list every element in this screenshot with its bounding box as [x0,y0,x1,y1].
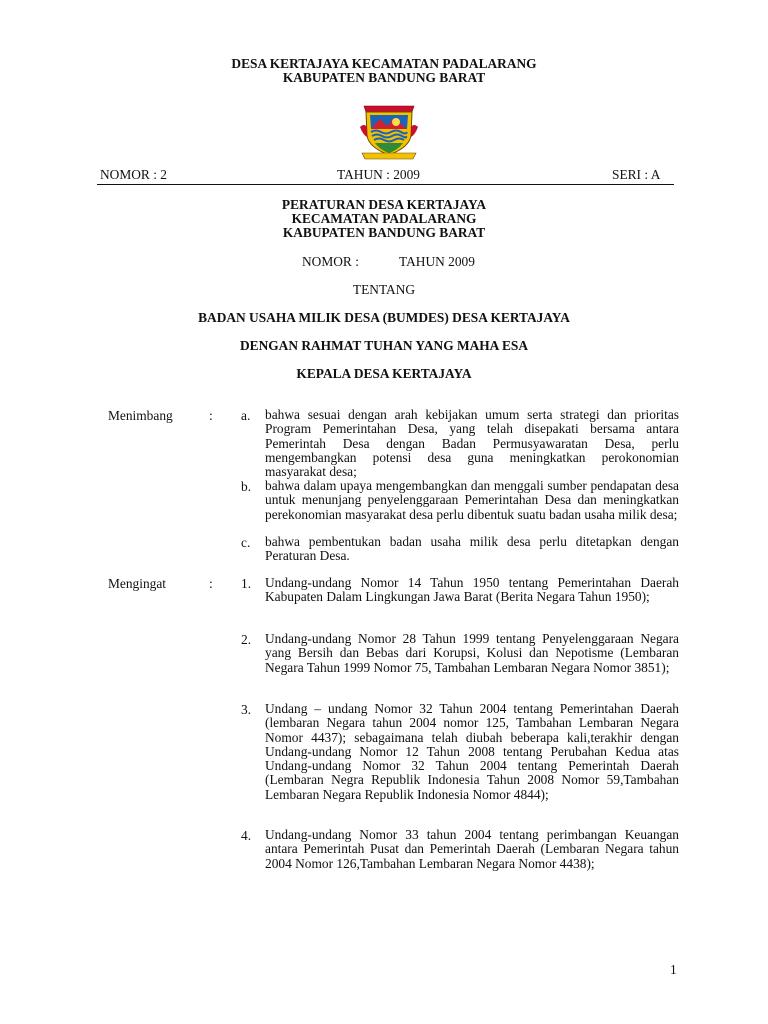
numbering-line [97,167,674,185]
mengingat-label: Mengingat [108,576,167,591]
title-line-1: PERATURAN DESA KERTAJAYA [281,197,487,212]
menimbang-mark-a: a. [241,408,251,423]
title-nomor: NOMOR : [302,254,359,269]
title-tahun: TAHUN 2009 [399,254,475,269]
header-line-2: KABUPATEN BANDUNG BARAT [282,70,486,85]
seri-label: SERI : A [612,167,661,182]
kabupaten-bandung-barat-emblem-icon [356,97,422,163]
mengingat-item-1: Undang-undang Nomor 14 Tahun 1950 tentang Pemerintahan Daerah Kabupaten Dalam Lingkungan Jawa Barat (Berita Negara Tahun 1950); [265,575,679,605]
menimbang-label: Menimbang [108,408,173,423]
menimbang-colon: : [209,408,213,423]
mengingat-mark-3: 3. [241,702,252,717]
tahun-label: TAHUN : 2009 [337,167,420,182]
header-line-1: DESA KERTAJAYA KECAMATAN PADALARANG [231,56,537,71]
mengingat-item-2: Undang-undang Nomor 28 Tahun 1999 tentang Penyelenggaraan Negara yang Bersih dan Bebas dari Korupsi, Kolusi dan Nepotisme (Lembaran Negara Tahun 1999 Nomor 75, Tambahan Lembaran Negara Nomor 3851); [265,631,679,675]
tentang-label: TENTANG [352,282,416,297]
menimbang-item-b: bahwa dalam upaya mengembangkan dan menggali sumber pendapatan desa untuk menunjang penyelenggaraan Pemerintahan Desa dan meningkatkan perekonomian masyarakat desa perlu dibentuk suatu badan usaha milik desa; [265,478,679,522]
title-line-3: KABUPATEN BANDUNG BARAT [282,225,486,240]
subject-title: BADAN USAHA MILIK DESA (BUMDES) DESA KERTAJAYA [198,310,570,325]
mengingat-colon: : [209,576,213,591]
mengingat-mark-1: 1. [241,576,252,591]
menimbang-item-a: bahwa sesuai dengan arah kebijakan umum serta strategi dan prioritas Program Pemerintahan Desa, yang telah disepakati bersama antara Pemerintah Desa dengan Badan Permusyawaratan Desa, perlu mengembangkan potensi desa guna meningkatkan perokonomian masyarakat desa; [265,407,679,480]
kepala-desa-line: KEPALA DESA KERTAJAYA [296,366,472,381]
menimbang-mark-c: c. [241,535,251,550]
mengingat-mark-2: 2. [241,632,252,647]
mengingat-mark-4: 4. [241,828,252,843]
title-line-2: KECAMATAN PADALARANG [291,211,477,226]
rahmat-line: DENGAN RAHMAT TUHAN YANG MAHA ESA [239,338,529,353]
mengingat-item-3: Undang – undang Nomor 32 Tahun 2004 tentang Pemerintahan Daerah (lembaran Negara tahun 2004 nomor 125, Tambahan Lembaran Negara Nomor 4437); sebagaimana telah diubah beberapa kali,terakhir dengan Undang-undang Nomor 12 Tahun 2008 tentang Perubahan Kedua atas Undang-undang Nomor 32 Tahun 2004 tentang Pemerintah Daerah (Lembaran Negra Republik Indonesia Tahun 2008 Nomor 59,Tambahan Lembaran Negara Republik Indonesia Nomor 4844); [265,701,679,802]
mengingat-item-4: Undang-undang Nomor 33 tahun 2004 tentang perimbangan Keuangan antara Pemerintah Pusat dan Pemerintah Daerah (Lembaran Negara tahun 2004 Nomor 126,Tambahan Lembaran Negara Nomor 4438); [265,827,679,871]
menimbang-item-c: bahwa pembentukan badan usaha milik desa perlu ditetapkan dengan Peraturan Desa. [265,534,679,564]
page-number: 1 [670,962,677,977]
menimbang-mark-b: b. [241,479,252,494]
nomor-label: NOMOR : 2 [100,167,167,182]
